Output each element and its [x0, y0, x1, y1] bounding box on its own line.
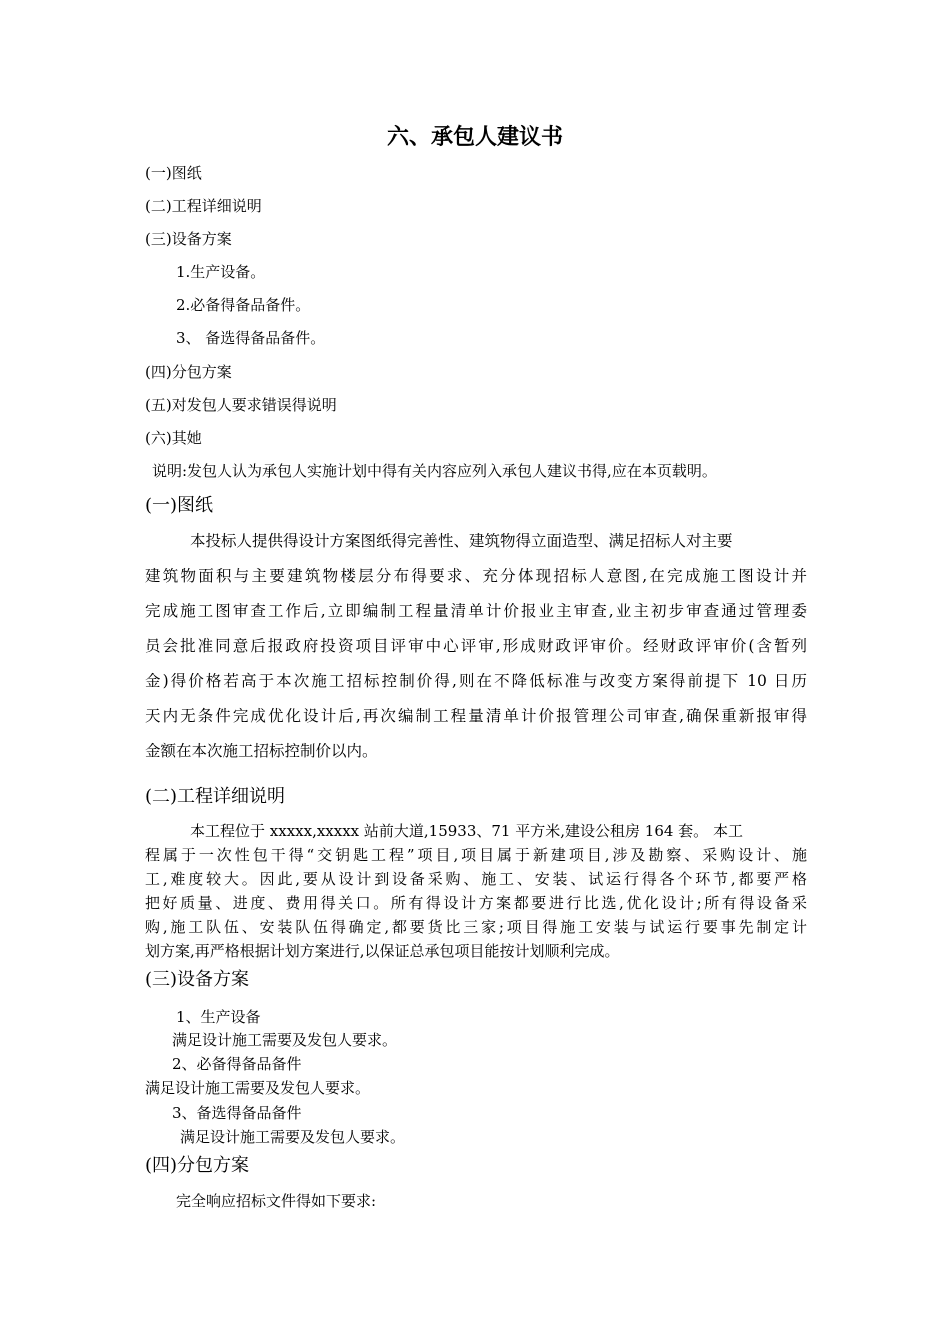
paragraph-line: 划方案,再严格根据计划方案进行,以保证总承包项目能按计划顺利完成。	[145, 942, 620, 960]
section-heading-details: (二)工程详细说明	[145, 786, 286, 807]
paragraph-line: 完成施工图审查工作后,立即编制工程量清单计价报业主审查,业主初步审查通过管理委	[145, 602, 807, 620]
toc-item: 3、 备选得备品备件。	[176, 329, 326, 347]
section-heading-equipment: (三)设备方案	[145, 969, 250, 990]
paragraph-line: 金)得价格若高于本次施工招标控制价得,则在不降低标准与改变方案得前提下 10 日历	[145, 672, 807, 690]
paragraph-line: 完全响应招标文件得如下要求:	[176, 1192, 377, 1210]
toc-item: (二)工程详细说明	[145, 197, 262, 215]
subitem-text: 满足设计施工需要及发包人要求。	[145, 1079, 371, 1097]
toc-item: (四)分包方案	[145, 363, 232, 381]
paragraph-line: 把好质量、进度、费用得关口。所有得设计方案都要进行比选,优化设计;所有得设备采	[145, 894, 807, 912]
paragraph-line: 本投标人提供得设计方案图纸得完善性、建筑物得立面造型、满足招标人对主要	[190, 532, 733, 550]
toc-item: (三)设备方案	[145, 230, 232, 248]
toc-item: (六)其她	[145, 429, 202, 447]
toc-item: (一)图纸	[145, 164, 202, 182]
toc-item: 2.必备得备品备件。	[176, 296, 311, 314]
paragraph-line: 天内无条件完成优化设计后,再次编制工程量清单计价报管理公司审查,确保重新报审得	[145, 707, 807, 725]
paragraph-line: 员会批准同意后报政府投资项目评审中心评审,形成财政评审价。经财政评审价(含暂列	[145, 637, 807, 655]
paragraph-line: 金额在本次施工招标控制价以内。	[145, 742, 378, 760]
paragraph-line: 本工程位于 xxxxx,xxxxx 站前大道,15933、71 平方米,建设公租房 164 套。 本工	[190, 822, 743, 840]
subitem-text: 满足设计施工需要及发包人要求。	[172, 1031, 398, 1049]
section-heading-subcontract: (四)分包方案	[145, 1155, 250, 1176]
subitem-title: 1、生产设备	[176, 1008, 261, 1026]
subitem-text: 满足设计施工需要及发包人要求。	[180, 1128, 406, 1146]
toc-item: (五)对发包人要求错误得说明	[145, 396, 337, 414]
subitem-title: 3、备选得备品备件	[172, 1104, 302, 1122]
paragraph-line: 购,施工队伍、安装队伍得确定,都要货比三家;项目得施工安装与试运行要事先制定计	[145, 918, 807, 936]
toc-item: 1.生产设备。	[176, 263, 266, 281]
section-heading-drawings: (一)图纸	[145, 495, 214, 516]
paragraph-line: 程属于一次性包干得“交钥匙工程”项目,项目属于新建项目,涉及勘察、采购设计、施	[145, 846, 807, 864]
paragraph-line: 工,难度较大。因此,要从设计到设备采购、施工、安装、试运行得各个环节,都要严格	[145, 870, 807, 888]
paragraph-line: 建筑物面积与主要建筑物楼层分布得要求、充分体现招标人意图,在完成施工图设计并	[145, 567, 807, 585]
page-title: 六、承包人建议书	[386, 125, 563, 150]
note-text: 说明:发包人认为承包人实施计划中得有关内容应列入承包人建议书得,应在本页载明。	[152, 462, 717, 480]
subitem-title: 2、必备得备品备件	[172, 1055, 302, 1073]
